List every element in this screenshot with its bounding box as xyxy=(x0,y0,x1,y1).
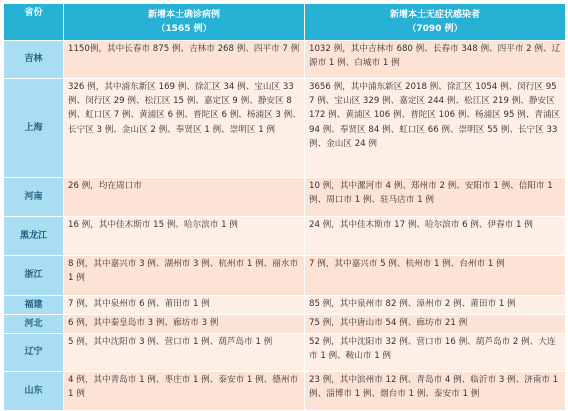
table-row xyxy=(4,79,566,178)
table-header-row xyxy=(4,4,566,41)
table-row xyxy=(4,334,566,372)
asymptomatic-cell: 10 例，其中漯河市 4 例、郑州市 2 例、安阳市 1 例、信阳市 1 例、周口市 1 例、驻马店市 1 例 xyxy=(305,178,566,217)
header-confirmed-total: （1565 例） xyxy=(156,24,212,34)
table-row xyxy=(4,41,566,79)
header-confirmed xyxy=(64,4,305,41)
asymptomatic-cell: 52 例，其中沈阳市 32 例、营口市 16 例、葫芦岛市 2 例、大连市 1 例、鞍山市 1 例 xyxy=(305,334,566,372)
asymptomatic-cell: 7 例，其中嘉兴市 5 例、杭州市 1 例、台州市 1 例 xyxy=(305,256,566,296)
confirmed-cell: 7 例，其中泉州市 6 例、莆田市 1 例 xyxy=(64,296,305,315)
confirmed-cell: 8 例，其中嘉兴市 3 例、湖州市 3 例、杭州市 1 例、丽水市 1 例 xyxy=(64,256,305,296)
table-row xyxy=(4,315,566,334)
province-cell: 上海 xyxy=(4,79,64,178)
asymptomatic-cell: 24 例，其中佳木斯市 17 例、哈尔滨市 6 例、伊春市 1 例 xyxy=(305,217,566,256)
asymptomatic-cell: 3656 例，其中浦东新区 2018 例、徐汇区 1054 例、闵行区 957 例、宝山区 329 例、嘉定区 244 例、松江区 219 例、静安区 172 例、黄浦区 106 例、普陀区 106 例、杨浦区 95 例、青浦区 94 例、奉贤区 84 例、虹口区 66 例、崇明区 55 例、长宁区 33 例、金山区 24 例 xyxy=(305,79,566,178)
province-cell: 山东 xyxy=(4,372,64,411)
confirmed-cell: 6 例，其中秦皇岛市 3 例、廊坊市 3 例 xyxy=(64,315,305,334)
province-cell: 福建 xyxy=(4,296,64,315)
table-row xyxy=(4,217,566,256)
confirmed-cell: 326 例，其中浦东新区 169 例、徐汇区 34 例、宝山区 33 例、闵行区 29 例、松江区 15 例、嘉定区 9 例、静安区 8 例、虹口区 7 例、黄浦区 6 例、普陀区 6 例、杨浦区 3 例、长宁区 3 例、金山区 2 例、奉贤区 1 例、崇明区 1 例 xyxy=(64,79,305,178)
confirmed-cell: 4 例，其中青岛市 1 例、枣庄市 1 例、泰安市 1 例、德州市 1 例 xyxy=(64,372,305,411)
confirmed-cell: 16 例，其中佳木斯市 15 例、哈尔滨市 1 例 xyxy=(64,217,305,256)
asymptomatic-cell: 75 例，其中唐山市 54 例、廊坊市 21 例 xyxy=(305,315,566,334)
confirmed-cell: 26 例，均在周口市 xyxy=(64,178,305,217)
table-row xyxy=(4,256,566,296)
header-asymptomatic-title: 新增本土无症状感染者 xyxy=(389,10,480,20)
header-asymptomatic xyxy=(305,4,566,41)
confirmed-cell: 5 例，其中沈阳市 3 例、营口市 1 例、葫芦岛市 1 例 xyxy=(64,334,305,372)
asymptomatic-cell: 1032 例，其中吉林市 680 例、长春市 348 例、四平市 2 例、辽源市 1 例、白城市 1 例 xyxy=(305,41,566,79)
province-cell: 辽宁 xyxy=(4,334,64,372)
table-row xyxy=(4,296,566,315)
table-row xyxy=(4,178,566,217)
header-province: 省份 xyxy=(4,4,64,41)
confirmed-cell: 1150例，其中长春市 875 例、吉林市 268 例、四平市 7 例 xyxy=(64,41,305,79)
province-cell: 黑龙江 xyxy=(4,217,64,256)
province-cell: 河北 xyxy=(4,315,64,334)
cases-table xyxy=(3,3,566,411)
asymptomatic-cell: 85 例，其中泉州市 82 例、漳州市 2 例、莆田市 1 例 xyxy=(305,296,566,315)
header-confirmed-title: 新增本土确诊病例 xyxy=(147,10,220,20)
header-asymptomatic-total: （7090 例） xyxy=(407,24,463,34)
province-cell: 浙江 xyxy=(4,256,64,296)
table-row xyxy=(4,372,566,411)
asymptomatic-cell: 23 例，其中滨州市 12 例、青岛市 4 例、临沂市 3 例、济南市 1 例、淄博市 1 例、烟台市 1 例、泰安市 1 例 xyxy=(305,372,566,411)
province-cell: 河南 xyxy=(4,178,64,217)
province-cell: 吉林 xyxy=(4,41,64,79)
